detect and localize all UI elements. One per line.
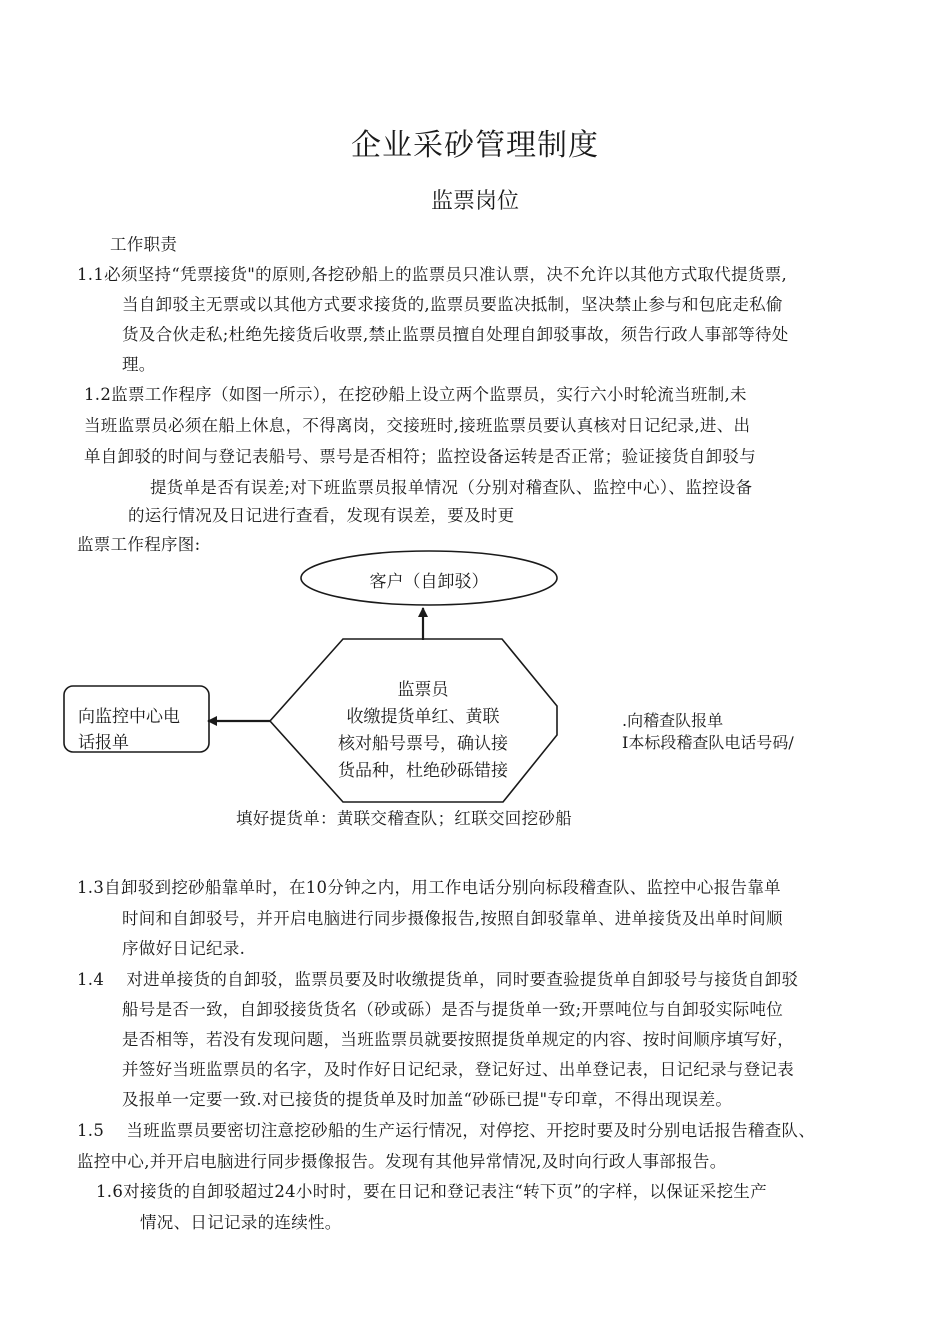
hexagon-line-3: 核对船号票号，确认接 — [338, 734, 508, 754]
paragraph-1-4-line-2: 船号是否一致，自卸驳接货货名（砂或砾）是否与提货单一致;开票吨位与自卸驳实际吨位 — [122, 1000, 784, 1019]
paragraph-1-2-line-3: 单自卸驳的时间与登记表船号、票号是否相符；监控设备运转是否正常；验证接货自卸驳与 — [84, 447, 756, 466]
paragraph-1-4-line-1: 1.4 对进单接货的自卸驳，监票员要及时收缴提货单，同时要查验提货单自卸驳号与接货自卸驳 — [77, 970, 799, 989]
paragraph-1-5-line-2: 监控中心,并开启电脑进行同步摄像报告。发现有其他异常情况,及时向行政人事部报告。 — [77, 1152, 727, 1171]
paragraph-1-4-line-5: 及报单一定要一致.对已接货的提货单及时加盖“砂砾已提"专印章，不得出现误差。 — [122, 1090, 733, 1109]
monitor-box-line-2: 话报单 — [78, 733, 129, 753]
hexagon-line-2: 收缴提货单红、黄联 — [346, 707, 500, 727]
paragraph-1-2-line-1: 1.2监票工作程序（如图一所示），在挖砂船上设立两个监票员，实行六小时轮流当班制,未 — [84, 385, 747, 404]
paragraph-1-6-line-2: 情况、日记记录的连续性。 — [140, 1213, 342, 1232]
paragraph-1-1-line-1: 1.1必须坚持“凭票接货"的原则,各挖砂船上的监票员只准认票，决不允许以其他方式取代提货票, — [77, 265, 788, 284]
customer-label: 客户（自卸驳） — [369, 572, 489, 592]
right-note-line-1: .向稽查队报单 — [622, 711, 724, 730]
paragraph-1-4-line-4: 并签好当班监票员的名字，及时作好日记纪录，登记好过、出单登记表，日记纪录与登记表 — [122, 1060, 794, 1079]
paragraph-1-4-line-3: 是否相等，若没有发现问题，当班监票员就要按照提货单规定的内容、按时间顺序填写好， — [122, 1030, 794, 1049]
section-heading: 工作职责 — [110, 235, 178, 254]
paragraph-1-2-line-5: 的运行情况及日记进行查看，发现有误差，要及时更 — [128, 506, 515, 525]
paragraph-1-6-line-1: 1.6对接货的自卸驳超过24小时时，要在日记和登记表注“转下页”的字样，以保证采挖生产 — [96, 1182, 768, 1201]
paragraph-1-3-line-1: 1.3自卸驳到挖砂船靠单时，在10分钟之内，用工作电话分别向标段稽查队、监控中心报告靠单 — [77, 878, 781, 897]
paragraph-1-1-line-4: 理。 — [122, 355, 156, 374]
document-title: 企业采砂管理制度 — [351, 128, 599, 163]
hexagon-line-4: 货品种，杜绝砂砾错接 — [338, 761, 508, 781]
hexagon-line-1: 监票员 — [397, 680, 449, 700]
monitor-box-line-1: 向监控中心电 — [78, 707, 180, 727]
paragraph-1-2-line-2: 当班监票员必须在船上休息，不得离岗，交接班时,接班监票员要认真核对日记纪录,进、出 — [84, 416, 751, 435]
paragraph-1-3-line-3: 序做好日记纪录. — [122, 939, 246, 958]
paragraph-1-1-line-3: 货及合伙走私;杜绝先接货后收票,禁止监票员擅自处理自卸驳事故，须告行政人事部等待处 — [122, 325, 789, 344]
paragraph-1-5-line-1: 1.5 当班监票员要密切注意挖砂船的生产运行情况，对停挖、开挖时要及时分别电话报告稽查队、 — [77, 1121, 816, 1140]
diagram-label: 监票工作程序图: — [77, 535, 201, 554]
paragraph-1-1-line-2: 当自卸驳主无票或以其他方式要求接货的,监票员要监决抵制，坚决禁止参与和包庇走私偷 — [122, 295, 783, 314]
section-title: 监票岗位 — [430, 189, 519, 214]
diagram-caption: 填好提货单：黄联交稽查队；红联交回挖砂船 — [236, 809, 572, 828]
paragraph-1-2-line-4: 提货单是否有误差;对下班监票员报单情况（分别对稽查队、监控中心）、监控设备 — [150, 478, 753, 497]
right-note-line-2: I本标段稽查队电话号码∕ — [622, 733, 794, 752]
paragraph-1-3-line-2: 时间和自卸驳号，并开启电脑进行同步摄像报告,按照自卸驳靠单、进单接货及出单时间顺 — [122, 909, 783, 928]
